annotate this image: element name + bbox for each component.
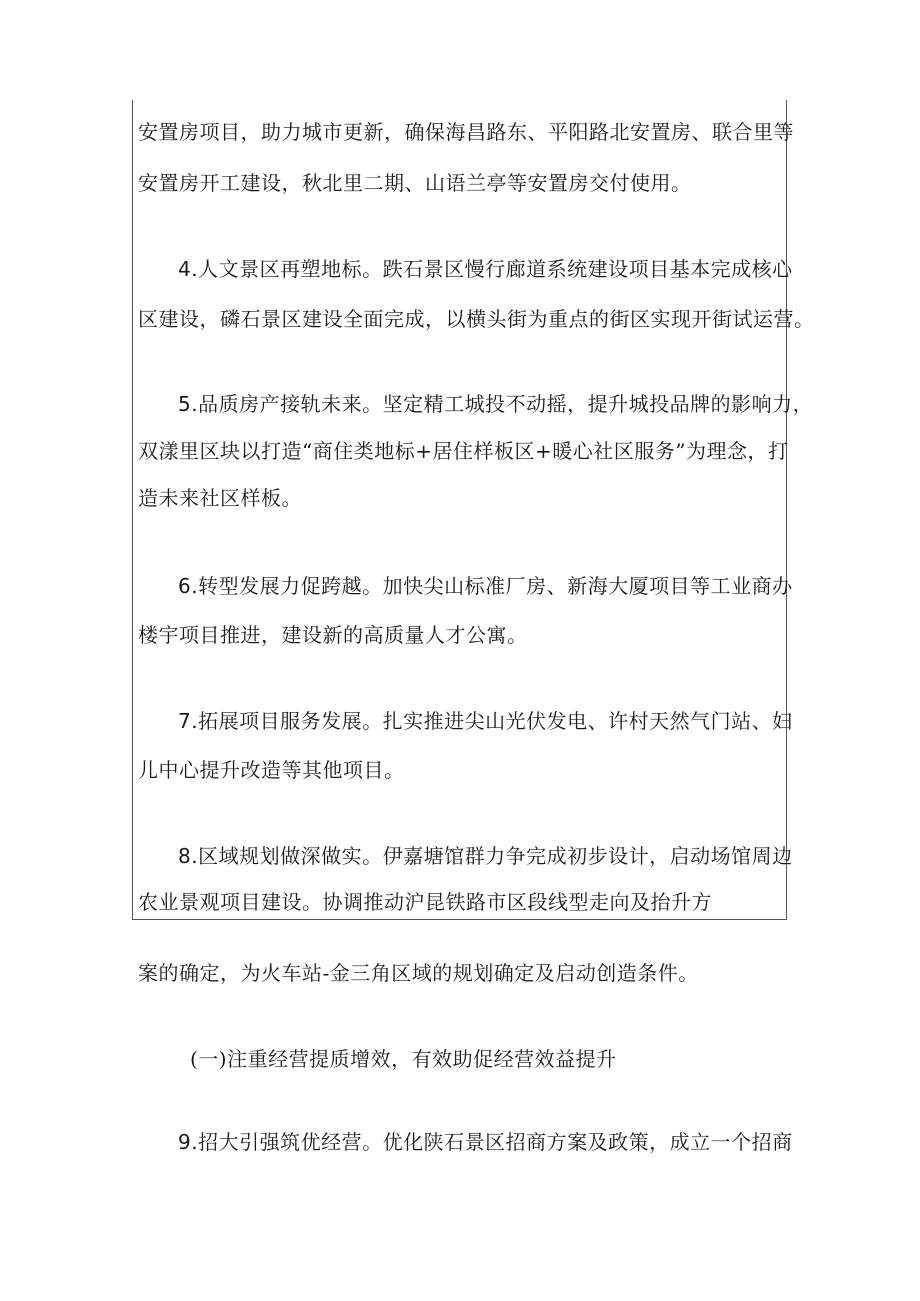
item-text: .拓展项目服务发展。扎实推进尖山光伏发电、许村天然气门站、妇 xyxy=(191,709,793,733)
section-heading: (一)注重经营提质增效，有效助促经营效益提升 xyxy=(190,1047,617,1071)
item-number: 9 xyxy=(178,1130,192,1154)
paragraph-line: 案的确定，为火车站-金三角区域的规划确定及启动创造条件。 xyxy=(138,961,699,985)
paragraph-line: 造未来社区样板。 xyxy=(138,486,302,510)
paragraph-line: 双漾里区块以打造“商住类地标+居住样板区+暖心社区服务”为理念，打 xyxy=(138,439,789,463)
list-item-5 xyxy=(178,392,813,416)
paragraph-line: 区建设，磷石景区建设全面完成，以横头街为重点的街区实现开街试运营。 xyxy=(138,307,815,331)
paragraph-line: 安置房项目，助力城市更新，确保海昌路东、平阳路北安置房、联合里等 xyxy=(138,120,794,144)
item-text: .品质房产接轨未来。坚定精工城投不动摇，提升城投品牌的影响力， xyxy=(191,392,814,416)
item-number: 4 xyxy=(178,257,192,281)
paragraph-line: 楼宇项目推进，建设新的高质量人才公寓。 xyxy=(138,623,528,647)
item-text: .人文景区再塑地标。跌石景区慢行廊道系统建设项目基本完成核心 xyxy=(191,257,793,281)
item-number: 5 xyxy=(178,392,192,416)
item-number: 6 xyxy=(178,574,192,598)
list-item-6 xyxy=(178,574,793,598)
item-number: 7 xyxy=(178,709,192,733)
paragraph-line: 儿中心提升改造等其他项目。 xyxy=(138,758,405,782)
paragraph-line: 农业景观项目建设。协调推动沪昆铁路市区段线型走向及抬升方 xyxy=(138,890,712,914)
item-text: .转型发展力促跨越。加快尖山标准厂房、新海大厦项目等工业商办 xyxy=(191,574,793,598)
item-text: .区域规划做深做实。伊嘉塘馆群力争完成初步设计，启动场馆周边 xyxy=(191,844,793,868)
paragraph-line: 安置房开工建设，秋北里二期、山语兰亭等安置房交付使用。 xyxy=(138,171,692,195)
list-item-4 xyxy=(178,257,793,281)
list-item-8 xyxy=(178,844,793,868)
item-number: 8 xyxy=(178,844,192,868)
list-item-7 xyxy=(178,709,793,733)
item-text: .招大引强筑优经营。优化陕石景区招商方案及政策，成立一个招商 xyxy=(191,1130,793,1154)
table-cell-border xyxy=(132,100,787,920)
list-item-9 xyxy=(178,1130,793,1154)
